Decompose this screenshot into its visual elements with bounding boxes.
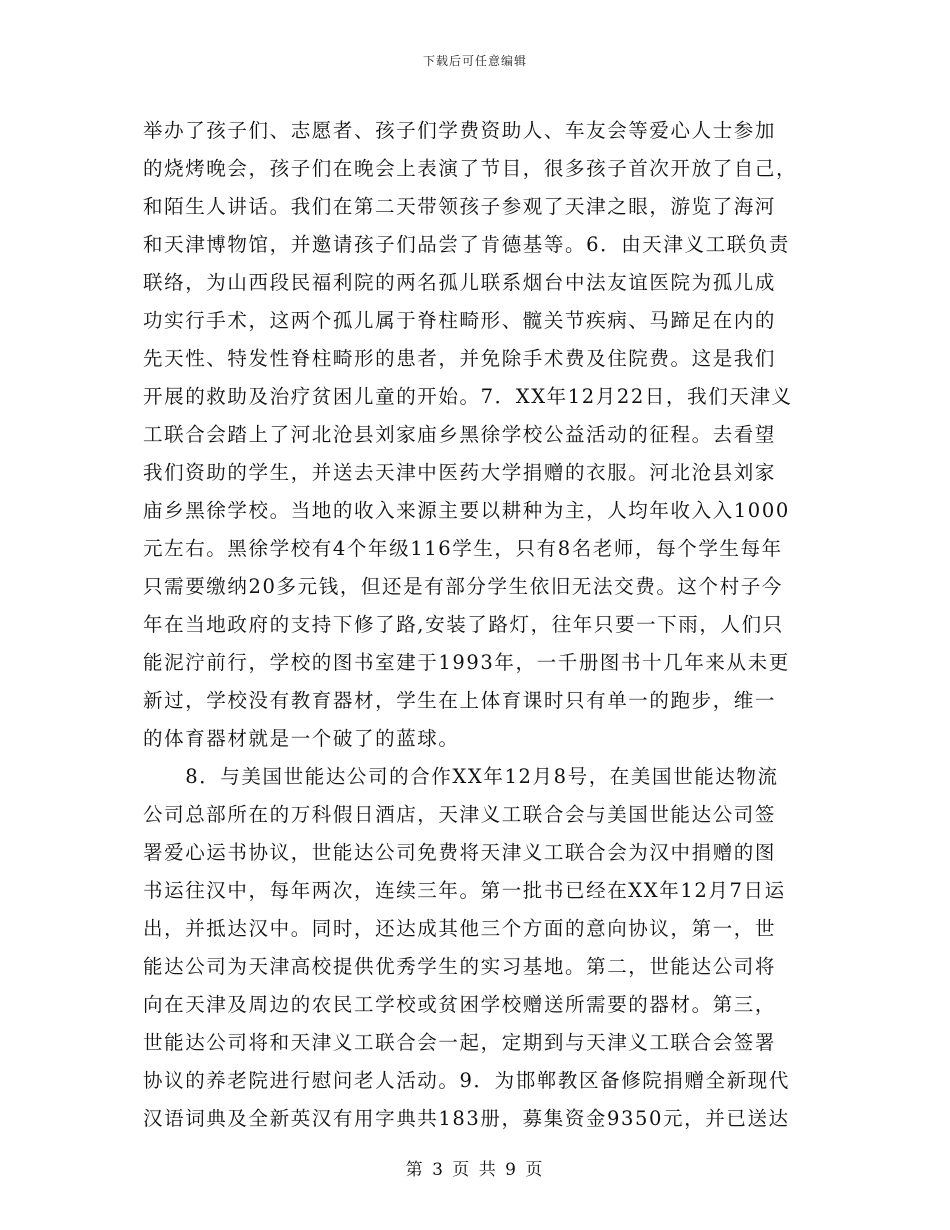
document-body <box>143 112 808 1138</box>
text-line: 能泥泞前行，学校的图书室建于1993年，一千册图书十几年来从未更 <box>143 651 790 674</box>
text-line: 向在天津及周边的农民工学校或贫困学校赠送所需要的器材。第三， <box>143 993 777 1016</box>
text-line: 和陌生人讲话。我们在第二天带领孩子参观了天津之眼，游览了海河 <box>143 195 777 218</box>
text-line: 署爱心运书协议，世能达公司免费将天津义工联合会为汉中捐赠的图 <box>143 841 777 864</box>
page-footer: 第 3 页 共 9 页 <box>405 1160 545 1180</box>
text-line: 能达公司为天津高校提供优秀学生的实习基地。第二，世能达公司将 <box>143 955 777 978</box>
text-line: 书运往汉中，每年两次，连续三年。第一批书已经在XX年12月7日运 <box>143 879 786 902</box>
text-line: 协议的养老院进行慰问老人活动。9．为邯郸教区备修院捐赠全新现代 <box>143 1069 791 1092</box>
page-header-note: 下载后可任意编辑 <box>422 54 527 68</box>
text-line: 出，并抵达汉中。同时，还达成其他三个方面的意向协议，第一，世 <box>143 917 777 940</box>
text-line: 我们资助的学生，并送去天津中医药大学捐赠的衣服。河北沧县刘家 <box>143 461 777 484</box>
text-line: 庙乡黑徐学校。当地的收入来源主要以耕种为主，人均年收入入1000 <box>143 499 790 522</box>
text-line: 举办了孩子们、志愿者、孩子们学费资助人、车友会等爱心人士参加 <box>143 119 777 142</box>
text-line: 先天性、特发性脊柱畸形的患者，并免除手术费及住院费。这是我们 <box>143 347 777 370</box>
text-line: 汉语词典及全新英汉有用字典共183册，募集资金9350元，并已送达 <box>143 1107 790 1130</box>
text-line: 的烧烤晚会，孩子们在晚会上表演了节目，很多孩子首次开放了自己， <box>143 157 798 180</box>
text-line: 功实行手术，这两个孤儿属于脊柱畸形、髋关节疾病、马蹄足在内的 <box>143 309 777 332</box>
text-line: 和天津博物馆，并邀请孩子们品尝了肯德基等。6．由天津义工联负责 <box>143 233 791 256</box>
text-line: 年在当地政府的支持下修了路,安装了路灯，往年只要一下雨，人们只 <box>143 613 784 636</box>
text-line: 新过，学校没有教育器材，学生在上体育课时只有单一的跑步，维一 <box>143 689 777 712</box>
text-line: 开展的救助及治疗贫困儿童的开始。7．XX年12月22日，我们天津义 <box>143 385 793 408</box>
text-line: 元左右。黑徐学校有4个年级116学生，只有8名老师，每个学生每年 <box>143 537 783 560</box>
text-line: 工联合会踏上了河北沧县刘家庙乡黑徐学校公益活动的征程。去看望 <box>143 423 777 446</box>
text-line: 联络，为山西段民福利院的两名孤儿联系烟台中法友谊医院为孤儿成 <box>143 271 777 294</box>
text-line: 只需要缴纳20多元钱，但还是有部分学生依旧无法交费。这个村子今 <box>143 575 783 598</box>
text-line: 公司总部所在的万科假日酒店，天津义工联合会与美国世能达公司签 <box>143 803 777 826</box>
text-line: 8．与美国世能达公司的合作XX年12月8号，在美国世能达物流 <box>143 765 779 788</box>
text-line: 的体育器材就是一个破了的蓝球。 <box>143 727 460 750</box>
text-line: 世能达公司将和天津义工联合会一起，定期到与天津义工联合会签署 <box>143 1031 777 1054</box>
